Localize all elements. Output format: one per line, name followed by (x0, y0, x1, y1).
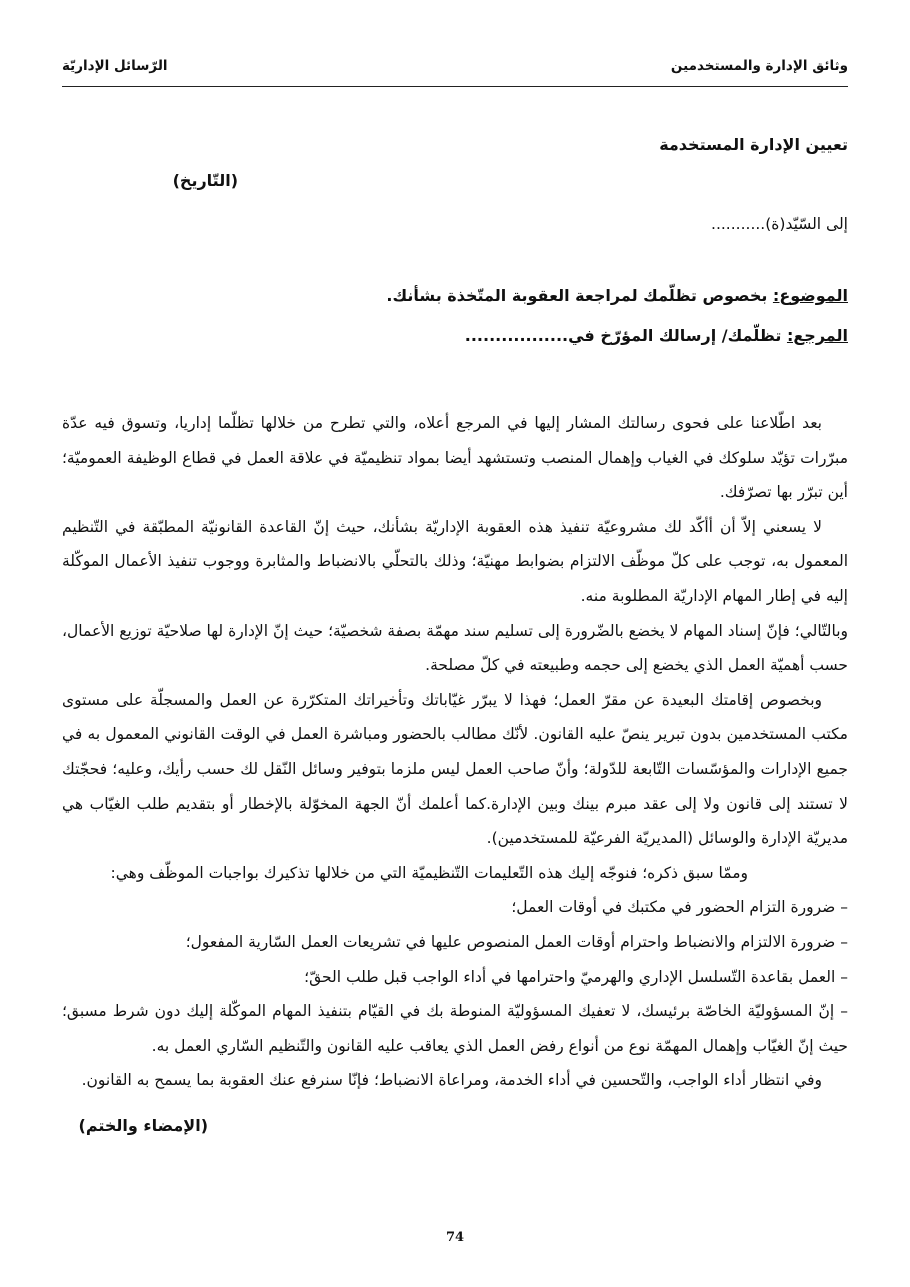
subject-line (62, 276, 848, 316)
duty-bullet-1: – ضرورة التزام الحضور في مكتبك في أوقات العمل؛ (511, 898, 848, 917)
signature-line (62, 1104, 848, 1148)
date-line (62, 162, 848, 200)
recipient-line: إلى السّيّد(ة)........... (711, 215, 848, 233)
paragraph-1: بعد اطّلاعنا على فحوى رسالتك المشار إليها في المرجع أعلاه، والتي تطرح من خلالها تظلّما إداريا، وتسوق فيه عدّة مبرّرات تؤيّد سلوكك في الغياب وإهمال المنصب وتستشهد أيضا بمواد تنظيميّة في علاقة العمل في قطاع الوظيفة العموميّة؛ أين تبرّر بها تصرّفك. (62, 414, 848, 502)
letter-paragraphs (62, 406, 848, 1098)
paragraph-5: وممّا سبق ذكره؛ فنوجّه إليك هذه التّعليمات التّنظيميّة التي من خلالها تذكيرك بواجبات الموظّف وهي: (110, 863, 748, 882)
letter-title: تعيين الإدارة المستخدمة (659, 135, 848, 154)
paragraph-4: وبخصوص إقامتك البعيدة عن مقرّ العمل؛ فهذا لا يبرّر غيّاباتك وتأخيراتك المتكرّرة عن العمل والمسجلّة على مستوى مكتب المستخدمين بدون تبرير ينصّ عليه القانون. لأنّك مطالب بالحضور ومباشرة العمل في الوقت القانوني المعمول به في جميع الإدارات والمؤسّسات التّابعة للدّولة؛ وأنّ صاحب العمل ليس ملزما بتوفير وسائل النّقل لك حسب رأيك، وعليه؛ فحجّتك لا تستند إلى قانون ولا إلى عقد مبرم بينك وبين الإدارة.كما أعلمك أنّ الجهة المخوّلة بالإخطار أو بتقديم طلب الغيّاب هي مديريّة الإدارة والوسائل (المديريّة الفرعيّة للمستخدمين). (62, 690, 848, 848)
duty-bullet-3: – العمل بقاعدة التّسلسل الإداري والهرميّ واحترامها في أداء الواجب قبل طلب الحقّ؛ (304, 967, 848, 986)
signature-placeholder: (الإمضاء والختم) (78, 1115, 208, 1135)
header-rule (62, 86, 848, 87)
paragraph-2: لا يسعني إلاّ أن أأكّد لك مشروعيّة تنفيذ هذه العقوبة الإداريّة بشأنك، حيث إنّ القاعدة القانونيّة المطبّقة في التّنظيم المعمول به، توجب على كلّ موظّف الالتزام بضوابط مهنيّة؛ وذلك بالتحلّي بالانضباط والمثابرة ووجوب تنفيذ الأعمال الموكّلة إليه في إطار المهام الإداريّة المطلوبة منه. (62, 517, 848, 605)
reference-text: تظلّمك/ إرسالك المؤرّخ في................. (464, 326, 787, 345)
reference-line (62, 316, 848, 356)
date-placeholder: (التّاريخ) (172, 171, 238, 190)
header-chapter-title: الرّسائل الإداريّة (62, 58, 168, 74)
subject-text: بخصوص تظلّمك لمراجعة العقوبة المتّخذة بشأنك. (386, 286, 773, 305)
subject-label: الموضوع: (772, 286, 848, 305)
closing-paragraph: وفي انتظار أداء الواجب، والتّحسين في أداء الخدمة، ومراعاة الانضباط؛ فإنّا سنرفع عنك العقوبة بما يسمح به القانون. (81, 1071, 822, 1090)
duty-bullet-2: – ضرورة الالتزام والانضباط واحترام أوقات العمل المنصوص عليها في تشريعات العمل السّارية المفعول؛ (185, 932, 848, 951)
page-number: 74 (445, 1230, 465, 1245)
running-header (62, 58, 848, 84)
reference-label: المرجع: (786, 326, 848, 345)
header-book-title: وثائق الإدارة والمستخدمين (670, 58, 848, 74)
paragraph-3: وبالتّالي؛ فإنّ إسناد المهام لا يخضع بالضّرورة إلى تسليم سند مهمّة بصفة شخصيّة؛ حيث إنّ الإدارة لها صلاحيّة توزيع الأعمال، حسب أهميّة العمل الذي يخضع إلى حجمه وطبيعته في كلّ مصلحة. (62, 621, 848, 675)
letter-body (62, 128, 848, 1148)
duty-bullet-4: – إنّ المسؤوليّة الخاصّة برئيسك، لا تعفيك المسؤوليّة المنوطة بك في القيّام بتنفيذ المهام الموكّلة إليك دون شرط مسبق؛ حيث إنّ الغيّاب وإهمال المهمّة نوع من أنواع رفض العمل الذي يعاقب عليه القانون والتّنظيم السّاري العمل به. (62, 1002, 848, 1055)
